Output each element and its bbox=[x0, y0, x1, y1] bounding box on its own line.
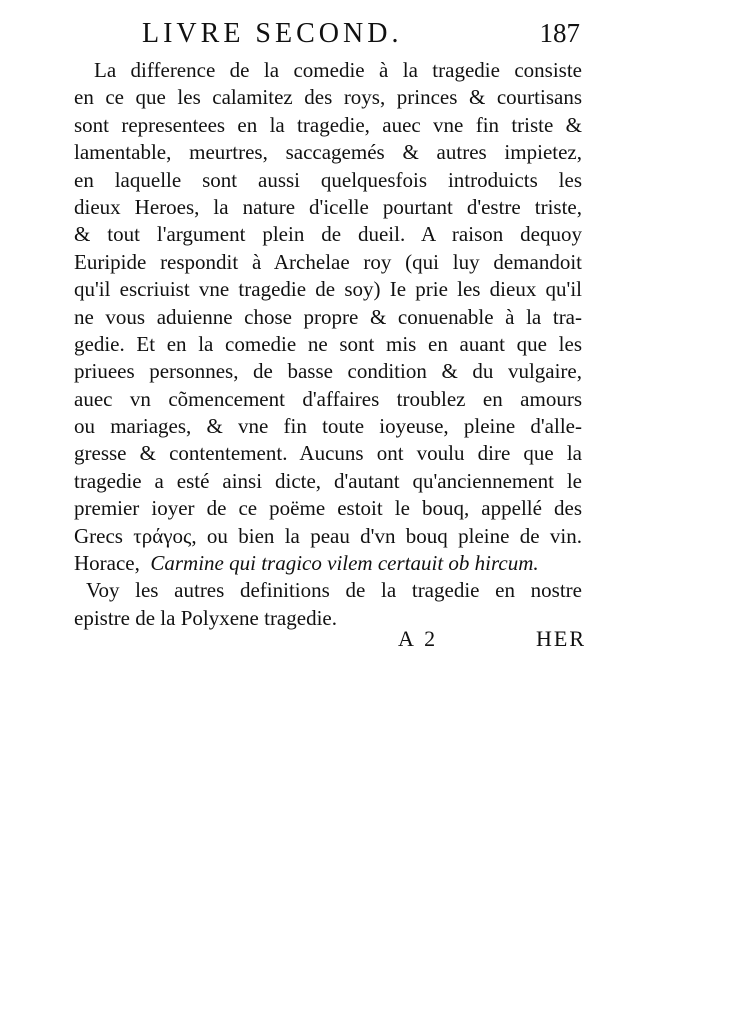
text-line: Euripide respondit à Archelae roy (qui luy demandoit bbox=[74, 249, 582, 274]
text-line: qu'il escriuist vne tragedie de soy) Ie prie les dieux qu'il bbox=[74, 277, 582, 302]
text-line: gresse & contentement. Aucuns ont voulu dire que la bbox=[74, 441, 582, 466]
signature-mark: A 2 bbox=[398, 626, 439, 651]
text-line: Voy les autres definitions de la tragedie en nostre bbox=[86, 578, 582, 603]
running-title: LIVRE SECOND. bbox=[142, 18, 403, 49]
text-line: gedie. Et en la comedie ne sont mis en auant que les bbox=[74, 331, 582, 356]
horace-line bbox=[74, 550, 582, 577]
catchword: HER bbox=[536, 626, 586, 651]
text-line: auec vn cõmencement d'affaires troublez en amours bbox=[74, 386, 582, 411]
text-line: sont representees en la tragedie, auec vne fin triste & bbox=[74, 112, 582, 137]
body-text bbox=[74, 57, 582, 632]
text-line: & tout l'argument plein de dueil. A raison dequoy bbox=[74, 222, 582, 247]
page-header bbox=[70, 18, 580, 52]
text-line: ou mariages, & vne fin toute ioyeuse, pleine d'alle- bbox=[74, 414, 582, 439]
text-line: premier ioyer de ce poëme estoit le bouq, appellé des bbox=[74, 496, 582, 521]
page-number: 187 bbox=[539, 18, 580, 48]
text-line: ne vous aduienne chose propre & conuenable à la tra- bbox=[74, 304, 582, 329]
text-line: lamentable, meurtres, saccagemés & autres impietez, bbox=[74, 140, 582, 165]
text-line: epistre de la Polyxene tragedie. bbox=[74, 605, 337, 630]
horace-quote: Carmine qui tragico vilem certauit ob hircum. bbox=[150, 551, 539, 576]
text-line: dieux Heroes, la nature d'icelle pourtant d'estre triste, bbox=[74, 194, 582, 219]
text-line: Grecs τράγος, ou bien la peau d'vn bouq pleine de vin. bbox=[74, 523, 582, 548]
page-footer bbox=[398, 626, 586, 656]
text-line: La difference de la comedie à la tragedie consiste bbox=[94, 58, 582, 82]
text-line: tragedie a esté ainsi dicte, d'autant qu'anciennement le bbox=[74, 468, 582, 493]
horace-label: Horace, bbox=[74, 551, 140, 576]
text-line: en ce que les calamitez des roys, princes & courtisans bbox=[74, 85, 582, 110]
text-line: priuees personnes, de basse condition & du vulgaire, bbox=[74, 359, 582, 384]
text-line: en laquelle sont aussi quelquesfois introduicts les bbox=[74, 167, 582, 192]
